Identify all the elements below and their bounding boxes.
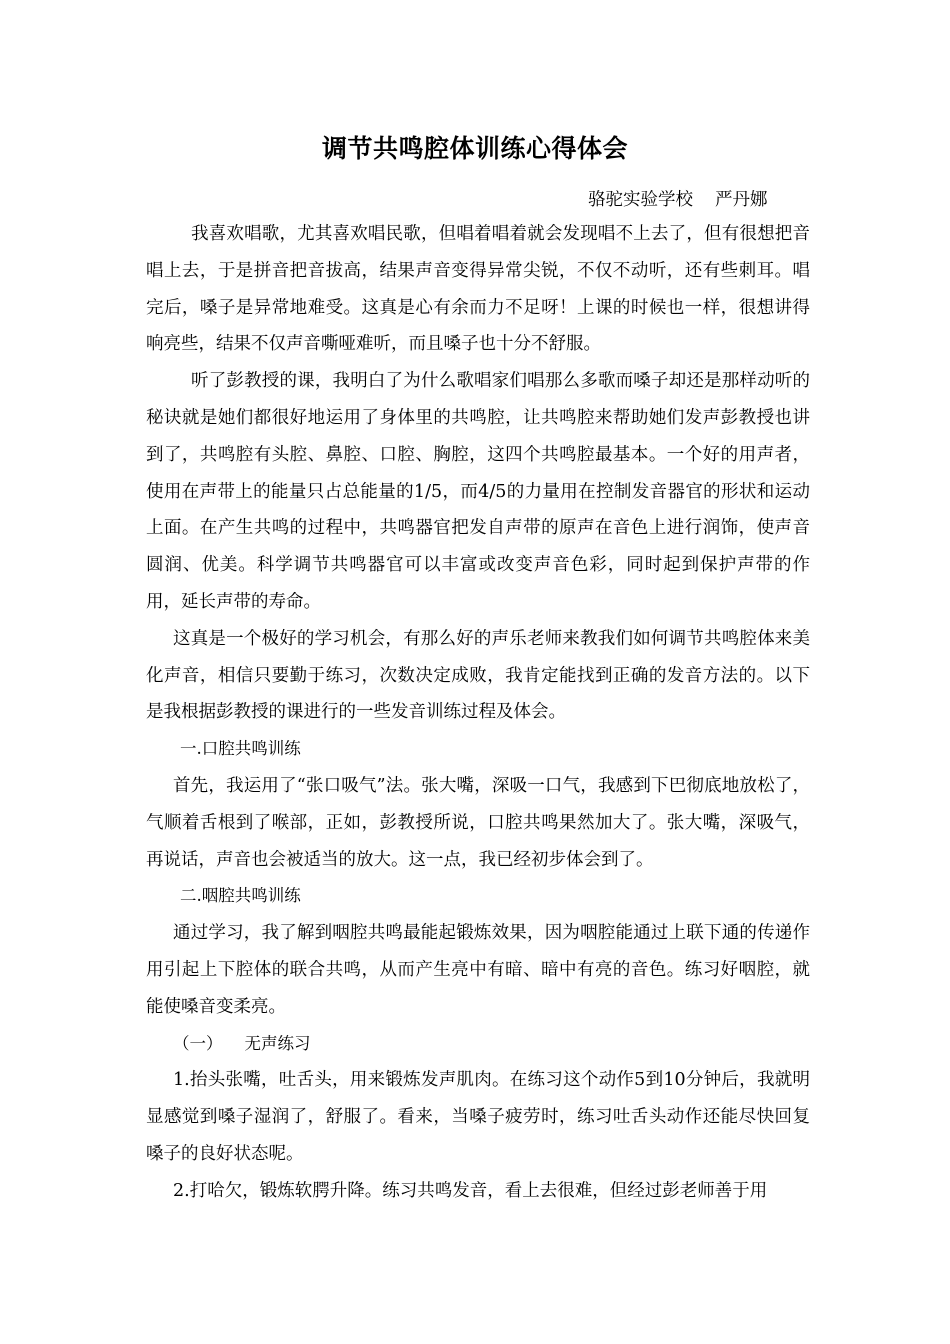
- subsection-number: （一）: [173, 1033, 223, 1053]
- paragraph-lecture: 听了彭教授的课，我明白了为什么歌唱家们唱那么多歌而嗓子却还是那样动听的秘诀就是她们都很好地运用了身体里的共鸣腔，让共鸣腔来帮助她们发声彭教授也讲到了，共鸣腔有头腔、鼻腔、口腔、胸腔，这四个共鸣腔最基本。一个好的用声者，使用在声带上的能量只占总能量的1/5，而4/5的力量用在控制发音器官的形状和运动上面。在产生共鸣的过程中，共鸣器官把发自声带的原声在音色上进行润饰，使声音圆润、优美。科学调节共鸣器官可以丰富或改变声音色彩，同时起到保护声带的作用，延长声带的寿命。: [146, 371, 810, 612]
- section-heading-oral: 一.口腔共鸣训练: [180, 739, 301, 759]
- author-school: 骆驼实验学校: [588, 190, 693, 210]
- paragraph-opportunity: 这真是一个极好的学习机会，有那么好的声乐老师来教我们如何调节共鸣腔体来美化声音，相信只要勤于练习，次数决定成败，我肯定能找到正确的发音方法的。以下是我根据彭教授的课进行的一些发音训练过程及体会。: [146, 628, 810, 723]
- paragraph-exercise-1: 1.抬头张嘴，吐舌头，用来锻炼发声肌肉。在练习这个动作5到10分钟后，我就明显感觉到嗓子湿润了，舒服了。看来，当嗓子疲劳时，练习吐舌头动作还能尽快回复嗓子的良好状态呢。: [146, 1070, 810, 1164]
- author-byline: [588, 187, 768, 213]
- paragraph-intro: 我喜欢唱歌，尤其喜欢唱民歌，但唱着唱着就会发现唱不上去了，但有很想把音唱上去，于是拼音把音拔高，结果声音变得异常尖锐，不仅不动听，还有些刺耳。唱完后，嗓子是异常地难受。这真是心有余而力不足呀！上课的时候也一样，很想讲得响亮些，结果不仅声音嘶哑难听，而且嗓子也十分不舒服。: [146, 224, 810, 355]
- paragraph-oral-training: 首先，我运用了“张口吸气”法。张大嘴，深吸一口气，我感到下巴彻底地放松了，气顺着舌根到了喉部，正如，彭教授所说，口腔共鸣果然加大了。张大嘴，深吸气，再说话，声音也会被适当的放大。这一点，我已经初步体会到了。: [146, 775, 810, 870]
- subsection-title: 无声练习: [244, 1033, 311, 1053]
- author-name: 严丹娜: [715, 190, 768, 210]
- paragraph-exercise-2: 2.打哈欠，锻炼软腭升降。练习共鸣发音，看上去很难，但经过彭老师善于用: [173, 1180, 768, 1201]
- paragraph-pharyngeal-training: 通过学习，我了解到咽腔共鸣最能起锻炼效果，因为咽腔能通过上联下通的传递作用引起上下腔体的联合共鸣，从而产生亮中有暗、暗中有亮的音色。练习好咽腔，就能使嗓音变柔亮。: [146, 923, 810, 1017]
- subsection-heading-silent: [146, 1026, 810, 1063]
- document-body: [146, 216, 810, 1210]
- document-title: 调节共鸣腔体训练心得体会: [321, 134, 628, 163]
- section-heading-pharyngeal: 二.咽腔共鸣训练: [180, 886, 301, 906]
